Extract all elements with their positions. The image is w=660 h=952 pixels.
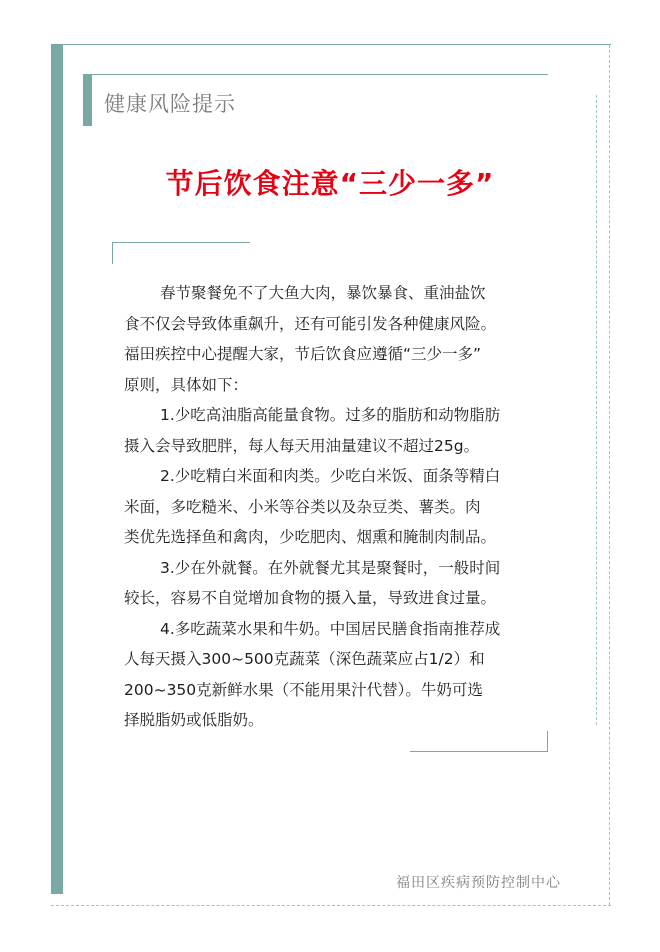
bottom-dashed-border <box>51 905 611 906</box>
body-line: 4.多吃蔬菜水果和牛奶。中国居民膳食指南推荐成 <box>160 619 501 638</box>
body-line: 类优先选择鱼和禽肉，少吃肥肉、烟熏和腌制肉制品。 <box>124 528 497 546</box>
body-line: 2.少吃精白米面和肉类。少吃白米饭、面条等精白 <box>160 467 501 485</box>
bottom-right-bracket-horizontal <box>410 751 548 752</box>
header-accent-block <box>83 74 92 126</box>
top-left-bracket-vertical <box>112 242 113 264</box>
body-line: 200~350克新鲜水果（不能用果汁代替）。牛奶可选 <box>124 680 483 699</box>
body-line: 较长，容易不自觉增加食物的摄入量，导致进食过量。 <box>124 589 497 607</box>
body-line: 福田疾控中心提醒大家，节后饮食应遵循“三少一多” <box>124 345 482 363</box>
article-body <box>124 278 539 736</box>
body-line: 1.少吃高油脂高能量食物。过多的脂肪和动物脂肪 <box>160 406 501 424</box>
top-left-bracket-horizontal <box>112 242 250 243</box>
body-line: 春节聚餐免不了大鱼大肉，暴饮暴食、重油盐饮 <box>160 284 486 302</box>
body-line: 原则，具体如下： <box>124 375 249 394</box>
body-line: 3.少在外就餐。在外就餐尤其是聚餐时，一般时间 <box>160 558 501 577</box>
bottom-right-bracket-vertical <box>547 731 548 752</box>
top-border-line <box>63 44 611 45</box>
footer-organization: 福田区疾病预防控制中心 <box>396 875 561 891</box>
body-line: 人每天摄入300~500克蔬菜（深色蔬菜应占1/2）和 <box>124 650 485 668</box>
body-line: 食不仅会导致体重飙升，还有可能引发各种健康风险。 <box>124 314 497 333</box>
section-header-title: 健康风险提示 <box>104 92 236 116</box>
article-title: 节后饮食注意“三少一多” <box>165 167 495 200</box>
body-line: 米面，多吃糙米、小米等谷类以及杂豆类、薯类。肉 <box>124 497 481 516</box>
body-line: 择脱脂奶或低脂奶。 <box>124 711 264 729</box>
body-line: 摄入会导致肥胖，每人每天用油量建议不超过25g。 <box>124 436 480 455</box>
header-top-line <box>92 74 548 75</box>
